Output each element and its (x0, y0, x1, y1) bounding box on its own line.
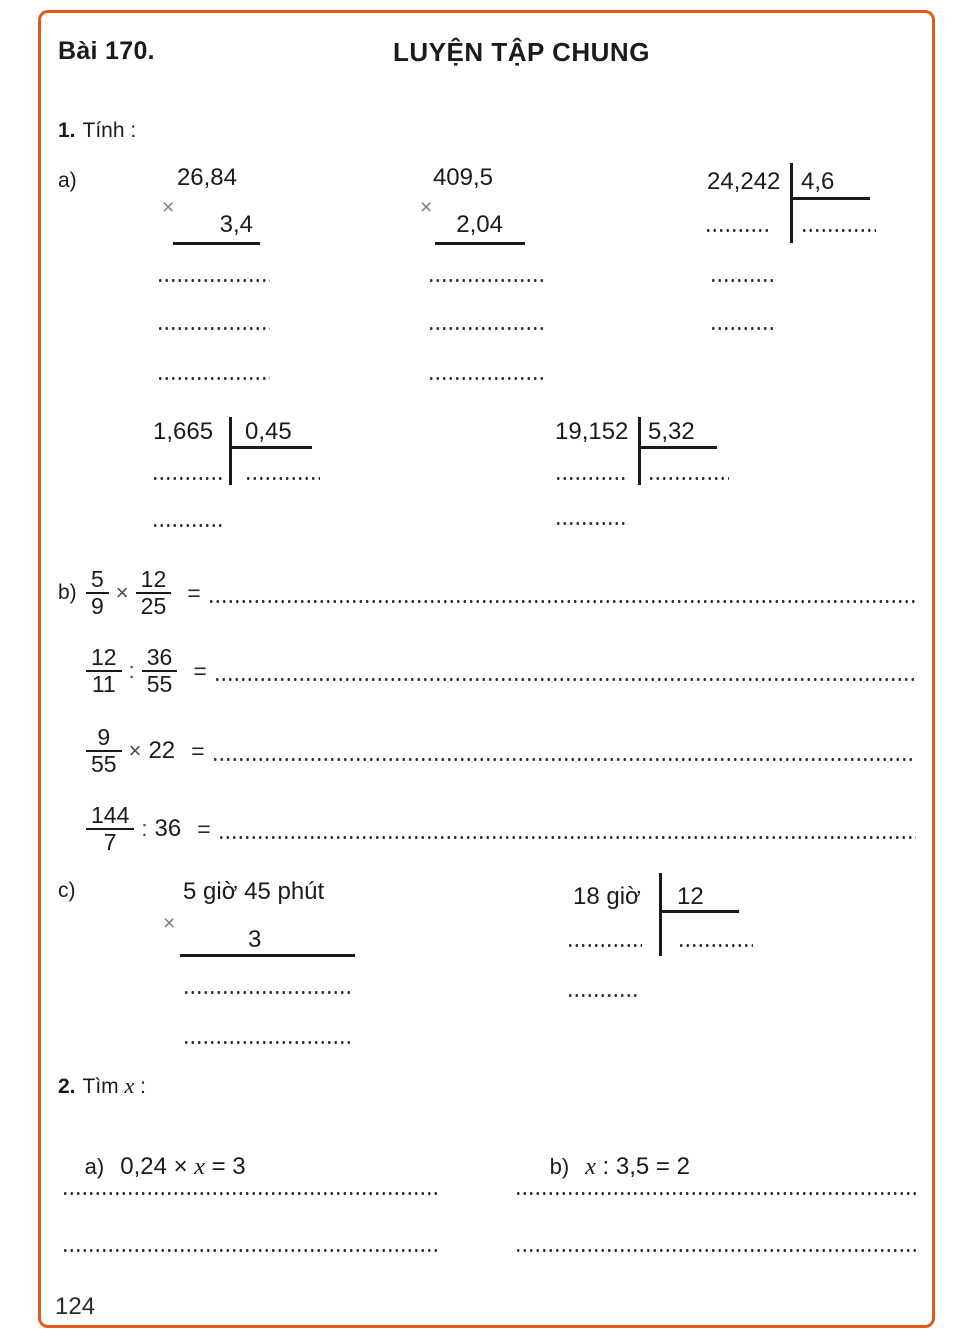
fraction (86, 803, 134, 855)
answer-dots (157, 326, 270, 331)
denominator: 9 (86, 592, 109, 619)
operator: × (128, 738, 142, 763)
divisor-rule (638, 446, 717, 449)
equation-b-post: : 3,5 = 2 (595, 1153, 690, 1180)
answer-dots (678, 943, 753, 948)
exercise2-heading (58, 1073, 146, 1099)
answer-dots (214, 677, 916, 682)
sum-rule (435, 242, 525, 245)
answer-dots (183, 990, 350, 995)
whole-number: 36 (154, 815, 182, 842)
exercise1-number: 1. (58, 119, 76, 142)
fraction (136, 567, 172, 619)
div3-divisor: 5,32 (648, 418, 695, 445)
div1-dividend: 24,242 (707, 168, 781, 195)
fraction (86, 645, 122, 697)
equation-a-post: = 3 (204, 1153, 246, 1180)
numerator: 12 (91, 644, 117, 670)
fraction (86, 725, 122, 777)
denominator: 55 (142, 670, 178, 697)
answer-dots (62, 1191, 440, 1196)
answer-dots (555, 476, 627, 481)
divisor-rule (229, 446, 312, 449)
answer-dots (710, 326, 776, 331)
numerator: 5 (91, 566, 104, 592)
time-mult-problem (160, 872, 400, 1062)
equation-a-pre: 0,24 × (120, 1153, 195, 1180)
answer-dots (555, 521, 628, 526)
numerator: 144 (91, 802, 130, 828)
answer-dots (705, 228, 768, 233)
mult2-operand-bottom: 2,04 (456, 211, 503, 238)
page-title: LUYỆN TẬP CHUNG (393, 37, 650, 67)
equals-sign: = (193, 657, 207, 684)
div2-dividend: 1,665 (153, 418, 214, 445)
answer-dots (428, 326, 545, 331)
operator: : (141, 816, 148, 841)
answer-dots (152, 523, 222, 528)
denominator: 11 (86, 670, 122, 697)
mult-problem-1 (150, 165, 262, 395)
whole-number: 22 (148, 737, 176, 764)
numerator: 12 (140, 566, 167, 592)
division-problem-1 (700, 163, 890, 343)
fraction (86, 567, 109, 619)
numerator: 9 (97, 724, 111, 750)
multiply-icon: × (163, 912, 176, 935)
numerator: 36 (146, 644, 173, 670)
equals-sign: = (191, 737, 205, 764)
variable-x: x (124, 1073, 135, 1098)
divisor-rule (790, 197, 870, 200)
division-bar (659, 873, 662, 956)
fraction-line-2 (58, 640, 916, 702)
answer-dots (212, 757, 916, 762)
answer-dots (515, 1248, 916, 1253)
answer-dots (218, 835, 916, 840)
answer-dots (515, 1191, 916, 1196)
answer-dots (567, 993, 640, 998)
exercise2-title: Tìm (82, 1075, 119, 1098)
time-div-divisor: 12 (677, 883, 704, 910)
fraction-line-3 (58, 720, 916, 782)
part-a-label: a) (58, 169, 77, 192)
exercise2-number: 2. (58, 1075, 76, 1098)
part-c-label: c) (58, 879, 76, 902)
answer-dots (428, 278, 545, 283)
time-div-dividend: 18 giờ (573, 883, 641, 910)
sum-rule (173, 242, 260, 245)
division-bar (229, 417, 232, 485)
time-mult-bottom: 3 (248, 926, 262, 953)
division-bar (790, 163, 793, 243)
answer-dots (183, 1040, 350, 1045)
denominator: 7 (86, 828, 134, 855)
answer-dots (710, 278, 776, 283)
equals-sign: = (197, 815, 211, 842)
part-b-label: b) (58, 581, 77, 604)
denominator: 25 (136, 592, 172, 619)
answer-dots (567, 943, 642, 948)
answer-dots (62, 1248, 440, 1253)
divisor-rule (659, 910, 739, 913)
fraction (142, 645, 178, 697)
mult1-operand-bottom: 3,4 (219, 211, 253, 238)
mult2-operand-top: 409,5 (432, 164, 493, 191)
equation-a (58, 1125, 246, 1209)
answer-dots (208, 599, 916, 604)
div3-dividend: 19,152 (555, 418, 629, 445)
denominator: 55 (86, 750, 122, 777)
answer-dots (245, 476, 320, 481)
division-bar (638, 417, 641, 485)
variable-x: x (194, 1154, 205, 1180)
variable-x: x (585, 1154, 596, 1180)
answer-dots (152, 476, 223, 481)
page-number: 124 (55, 1293, 96, 1320)
exercise2-title-colon: : (140, 1075, 146, 1098)
answer-dots (801, 228, 876, 233)
div1-divisor: 4,6 (801, 168, 835, 195)
equation-a-label: a) (84, 1154, 105, 1179)
answer-dots (157, 278, 270, 283)
fraction-line-4 (58, 798, 916, 860)
exercise1-title: Tính : (82, 119, 137, 142)
lesson-number: Bài 170. (58, 37, 155, 65)
operator: × (115, 580, 129, 605)
mult1-operand-top: 26,84 (176, 164, 237, 191)
answer-dots (648, 476, 729, 481)
equation-b (523, 1125, 690, 1209)
operator: : (128, 658, 135, 683)
fraction-line-1 (58, 562, 916, 624)
exercise1-heading (58, 119, 136, 143)
answer-dots (428, 376, 545, 381)
multiply-icon: × (420, 196, 433, 219)
multiply-icon: × (162, 196, 175, 219)
time-mult-top: 5 giờ 45 phút (183, 878, 325, 905)
workbook-page (38, 10, 935, 1328)
sum-rule (180, 954, 355, 957)
equals-sign: = (187, 579, 201, 606)
div2-divisor: 0,45 (245, 418, 292, 445)
division-problem-3 (550, 417, 740, 537)
answer-dots (157, 376, 270, 381)
division-problem-2 (148, 417, 328, 537)
mult-problem-2 (418, 165, 530, 395)
equation-b-label: b) (549, 1154, 570, 1179)
time-division-problem (560, 873, 770, 1008)
